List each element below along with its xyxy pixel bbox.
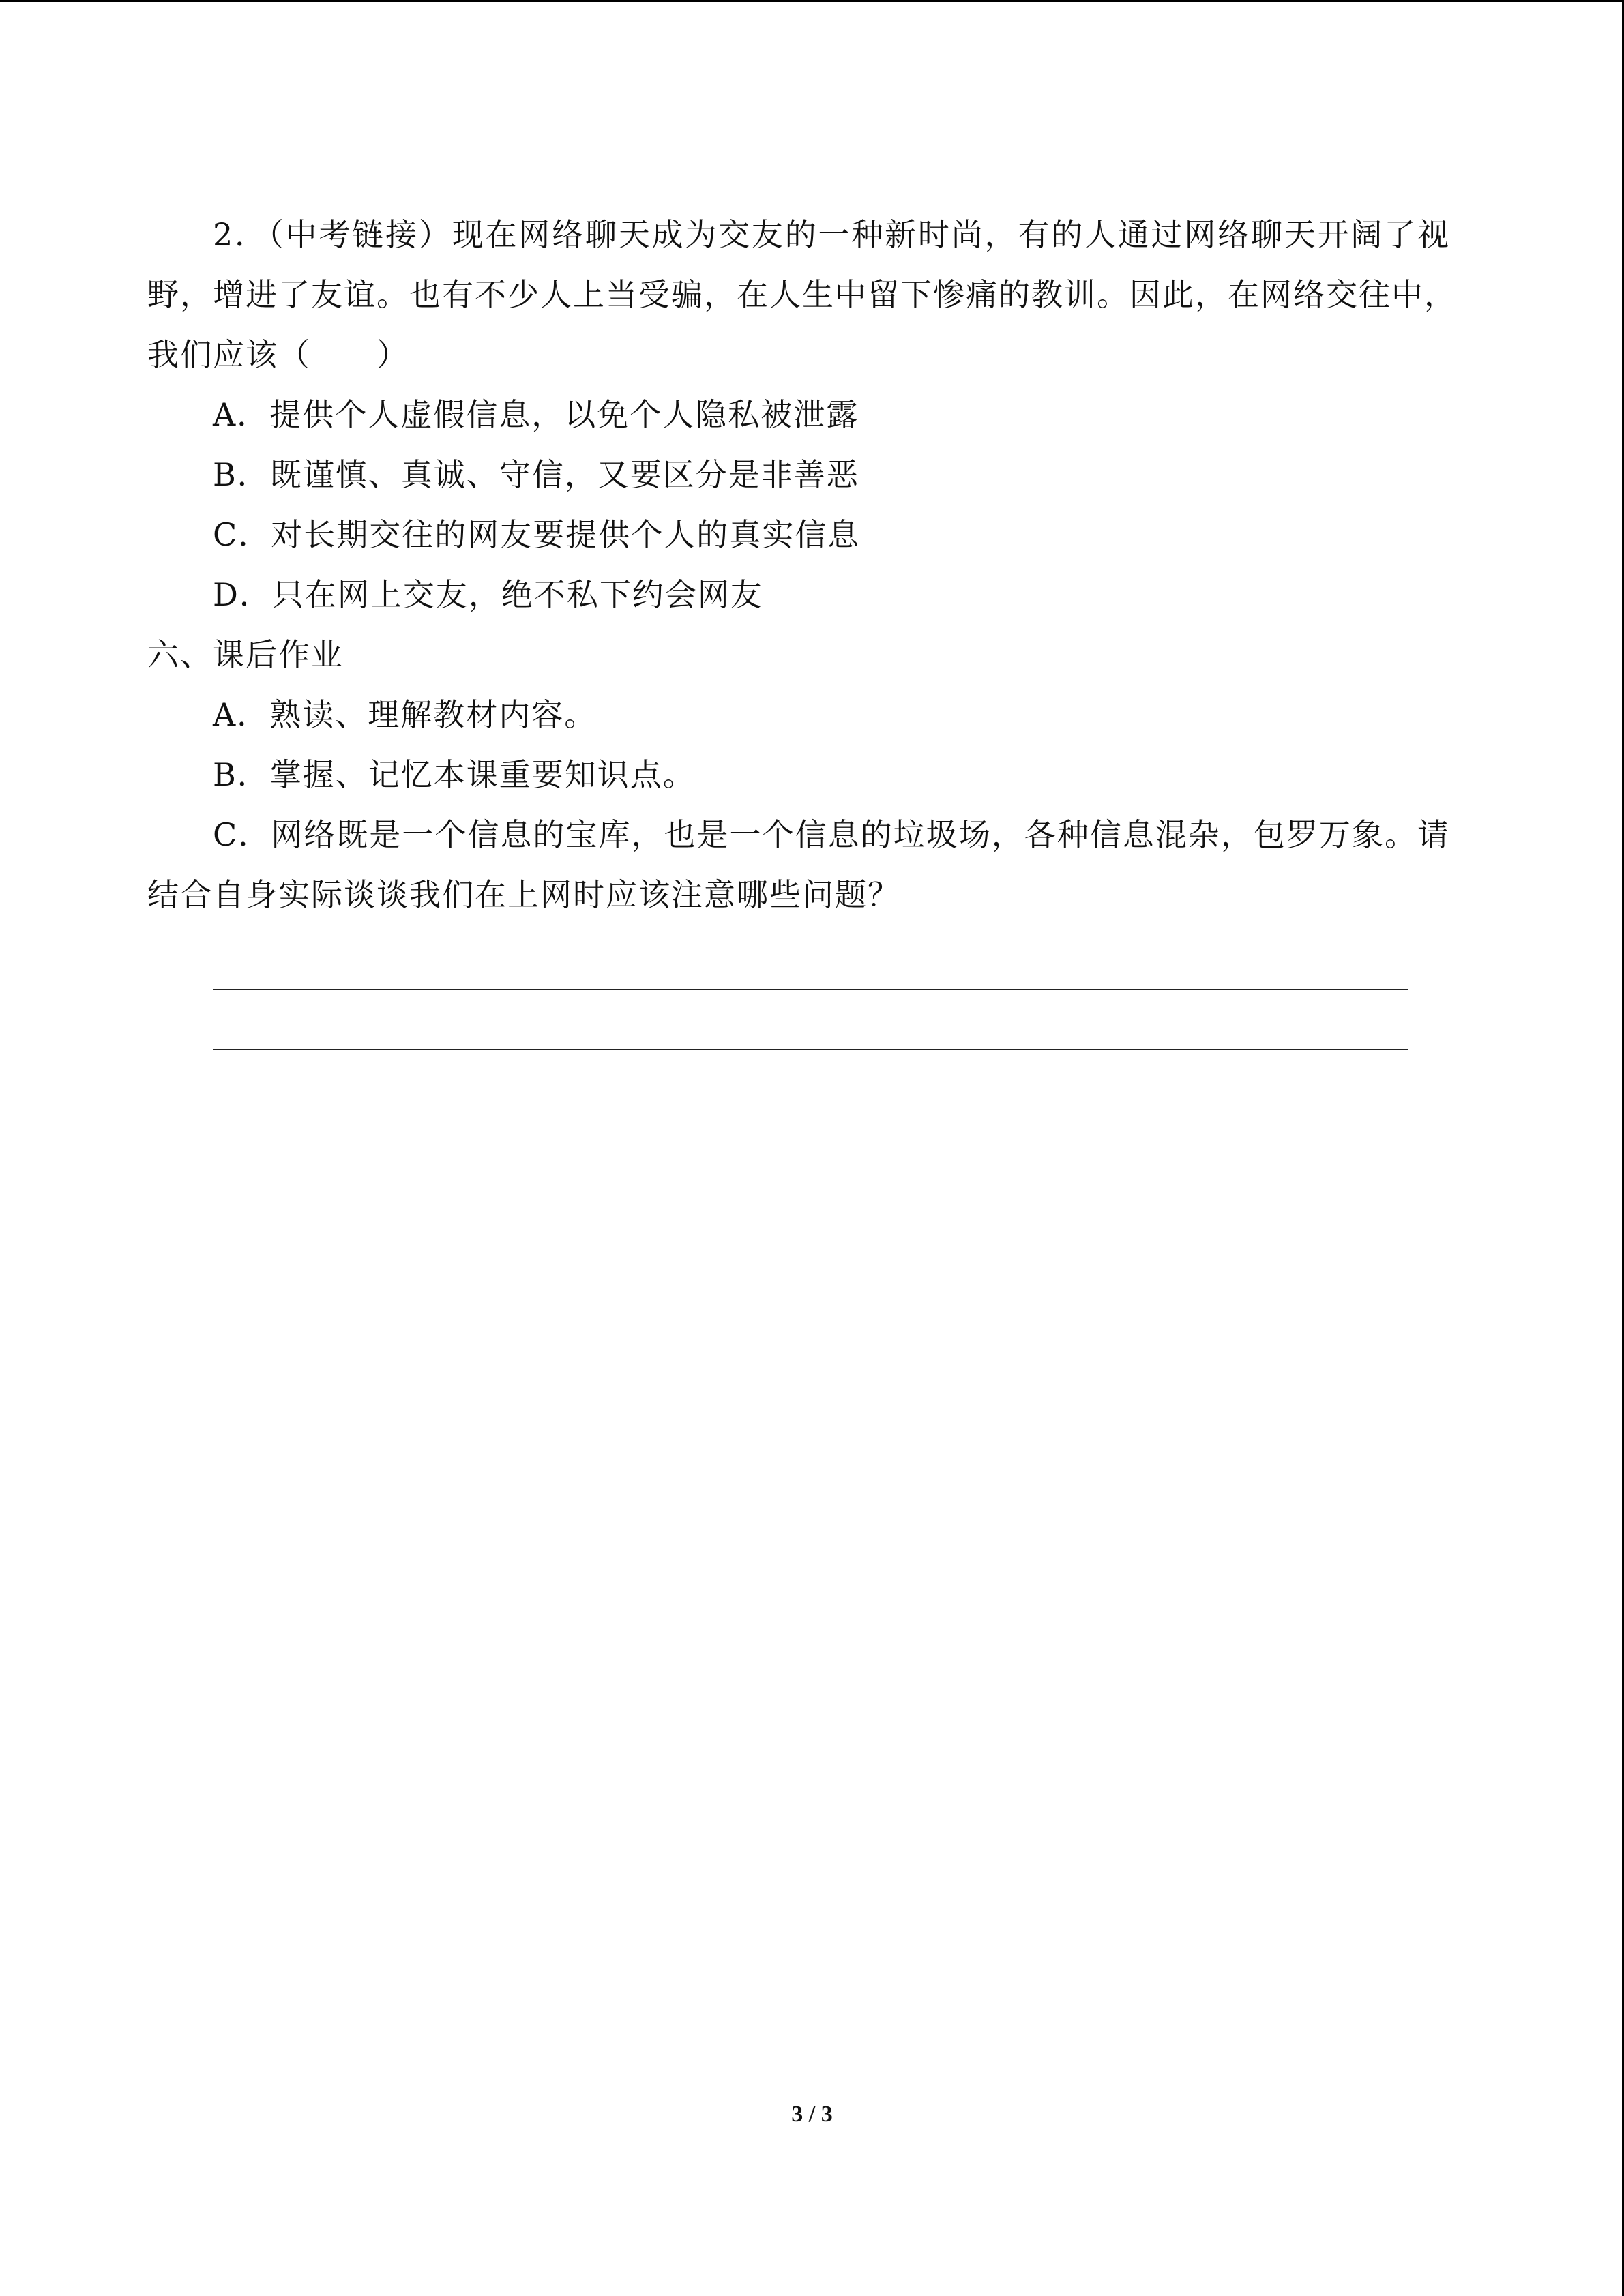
homework-heading: 六、课后作业	[147, 636, 344, 673]
page-top-border	[0, 0, 1624, 2]
option-c: C．对长期交往的网友要提供个人的真实信息	[213, 516, 861, 553]
homework-item-b: B．掌握、记忆本课重要知识点。	[213, 756, 696, 793]
question-2	[147, 205, 1457, 625]
question-2-line-2: 野，增进了友谊。也有不少人上当受骗，在人生中留下惨痛的教训。因此，在网络交往中，	[147, 276, 1457, 313]
homework-item-a: A．熟读、理解教材内容。	[213, 696, 597, 733]
question-2-line-3: 我们应该（ ）	[147, 336, 409, 373]
homework-section	[147, 625, 1450, 1050]
document-body	[147, 205, 1457, 1050]
option-d: D．只在网上交友，绝不私下约会网友	[213, 576, 763, 613]
page-number: 3 / 3	[791, 2102, 833, 2127]
homework-item-c-line-1: C．网络既是一个信息的宝库，也是一个信息的垃圾场，各种信息混杂，包罗万象。请	[213, 816, 1450, 853]
answer-line-2[interactable]	[213, 990, 1408, 1050]
homework-item-c-line-2: 结合自身实际谈谈我们在上网时应该注意哪些问题？	[147, 876, 900, 913]
question-2-line-1: 2．（中考链接）现在网络聊天成为交友的一种新时尚，有的人通过网络聊天开阔了视	[213, 216, 1450, 253]
option-b: B．既谨慎、真诚、守信，又要区分是非善恶	[213, 456, 859, 493]
option-a: A．提供个人虚假信息，以免个人隐私被泄露	[213, 396, 859, 433]
answer-line-1[interactable]	[213, 930, 1408, 990]
